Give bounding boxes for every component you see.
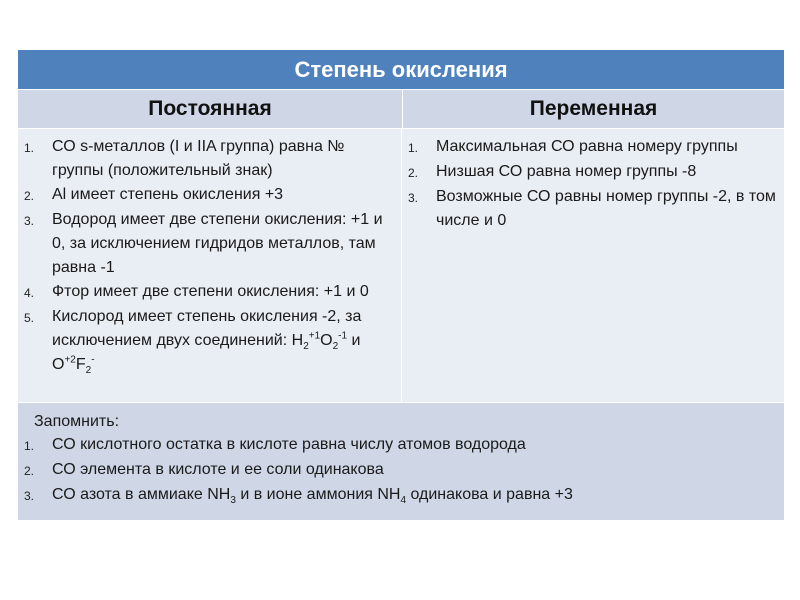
list-item xyxy=(24,280,397,305)
list-item xyxy=(24,458,778,483)
list-item-text: Возможные СО равны номер группы -2, в том числе и 0 xyxy=(436,188,776,229)
formula-h-sub: 2 xyxy=(303,341,309,353)
list-item-number: 1. xyxy=(24,439,35,453)
ammonium-text: и в ионе аммония NH xyxy=(235,486,401,503)
list-item-text xyxy=(52,305,397,377)
list-item-number: 5. xyxy=(24,311,35,325)
list-item xyxy=(24,135,397,183)
formula-f-sub: 2 xyxy=(85,365,92,377)
list-item-text: СО элемента в кислоте и ее соли одинакова xyxy=(52,461,384,478)
formula-h-sup: +1 xyxy=(308,330,321,342)
oxidation-state-table xyxy=(18,50,784,520)
formula-o1-sub: 2 xyxy=(332,341,339,353)
ammonia-sub: 3 xyxy=(230,495,236,507)
formula-and: и xyxy=(351,332,361,349)
list-item-text: Водород имеет две степени окисления: +1 и 0, за исключением гидридов металлов, там равна -1 xyxy=(52,211,383,276)
list-item-number: 1. xyxy=(24,141,35,155)
list-item-number: 1. xyxy=(408,141,419,155)
list-item xyxy=(24,433,778,458)
list-item-number: 2. xyxy=(24,189,35,203)
list-item-text: Максимальная СО равна номеру группы xyxy=(436,138,738,155)
list-item-number: 3. xyxy=(408,191,419,205)
list-item-number: 2. xyxy=(24,464,35,478)
formula-o1: O xyxy=(320,332,333,349)
list-item-number: 3. xyxy=(24,489,35,503)
equal-text: одинакова и равна +3 xyxy=(406,486,573,503)
formula-o1-sup: -1 xyxy=(338,330,348,342)
list-item-number: 4. xyxy=(24,286,35,300)
column-header-variable: Переменная xyxy=(529,97,658,120)
list-item xyxy=(408,160,780,185)
formula-f-sup: - xyxy=(91,354,95,366)
list-item-number: 2. xyxy=(408,166,419,180)
constant-list xyxy=(24,135,397,377)
remember-section xyxy=(18,402,784,520)
list-item-text: Фтор имеет две степени окисления: +1 и 0 xyxy=(52,283,369,300)
column-headers xyxy=(18,89,784,128)
list-item-text: СО s-металлов (I и IIA группа) равна № группы (положительный знак) xyxy=(52,138,345,179)
list-item xyxy=(24,483,778,508)
table-body xyxy=(18,128,784,402)
remember-title: Запомнить: xyxy=(34,413,120,430)
list-item-text: Al имеет степень окисления +3 xyxy=(52,186,284,203)
formula-f: F xyxy=(75,356,86,373)
constant-column xyxy=(18,129,402,402)
column-header-constant: Постоянная xyxy=(18,90,403,128)
list-item-number: 3. xyxy=(24,214,35,228)
list-item xyxy=(408,135,780,160)
formula-o2-sup: +2 xyxy=(64,354,76,366)
list-item xyxy=(24,208,397,280)
formula-h: H xyxy=(291,332,304,349)
list-item xyxy=(408,185,780,233)
list-item-text xyxy=(52,483,778,508)
variable-column xyxy=(402,129,784,402)
remember-list xyxy=(24,433,778,508)
list-item xyxy=(24,183,397,208)
table-title: Степень окисления xyxy=(18,50,784,89)
list-item-text: СО кислотного остатка в кислоте равна числу атомов водорода xyxy=(52,436,526,453)
oxygen-text: Кислород имеет степень окисления -2, за исключением двух соединений: xyxy=(52,308,362,349)
formula-o2: O xyxy=(52,356,65,373)
list-item xyxy=(24,305,397,377)
list-item-text: Низшая СО равна номер группы -8 xyxy=(436,163,697,180)
ammonium-sub: 4 xyxy=(400,495,407,507)
ammonia-text: СО азота в аммиаке NH xyxy=(52,486,231,503)
variable-list xyxy=(408,135,780,233)
